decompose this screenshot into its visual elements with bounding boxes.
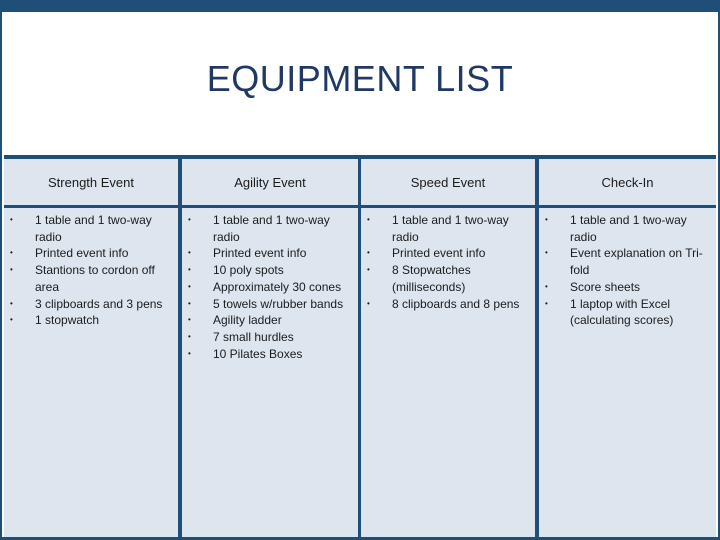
list-item: • 8 clipboards and 8 pens [361, 296, 535, 313]
list-item: • 10 Pilates Boxes [182, 346, 358, 363]
agility-equipment-list [182, 212, 358, 362]
equipment-table [4, 155, 716, 537]
list-item: • 10 poly spots [182, 262, 358, 279]
check-in-equipment-list [539, 212, 716, 329]
list-item: • 5 towels w/rubber bands [182, 296, 358, 313]
list-item: • Stantions to cordon off area [4, 262, 178, 295]
list-item: • Agility ladder [182, 312, 358, 329]
list-item: • 1 laptop with Excel (calculating scores) [539, 296, 716, 329]
speed-equipment-list [361, 212, 535, 312]
header-speed-event: Speed Event [410, 175, 486, 190]
header-agility-event: Agility Event [234, 175, 306, 190]
list-item: • 8 Stopwatches (milliseconds) [361, 262, 535, 295]
strength-equipment-list [4, 212, 178, 329]
list-item: • 1 stopwatch [4, 312, 178, 329]
body-cell-speed [361, 208, 535, 537]
header-cell-agility [182, 159, 358, 205]
header-cell-strength [4, 159, 178, 205]
list-item: • 1 table and 1 two-way radio [539, 212, 716, 245]
body-cell-agility [182, 208, 358, 537]
list-item: • 1 table and 1 two-way radio [361, 212, 535, 245]
list-item: • Printed event info [361, 245, 535, 262]
list-item: • Approximately 30 cones [182, 279, 358, 296]
list-item: • Printed event info [4, 245, 178, 262]
header-check-in: Check-In [601, 175, 654, 190]
list-item: • 1 table and 1 two-way radio [182, 212, 358, 245]
header-strength-event: Strength Event [48, 175, 134, 190]
list-item: • Score sheets [539, 279, 716, 296]
header-cell-check-in [539, 159, 716, 205]
slide-title: EQUIPMENT LIST [206, 58, 514, 99]
list-item: • Printed event info [182, 245, 358, 262]
list-item: • 3 clipboards and 3 pens [4, 296, 178, 313]
header-cell-speed [361, 159, 535, 205]
list-item: • Event explanation on Tri-fold [539, 245, 716, 278]
body-cell-strength [4, 208, 178, 537]
list-item: • 7 small hurdles [182, 329, 358, 346]
body-cell-check-in [539, 208, 716, 537]
list-item: • 1 table and 1 two-way radio [4, 212, 178, 245]
